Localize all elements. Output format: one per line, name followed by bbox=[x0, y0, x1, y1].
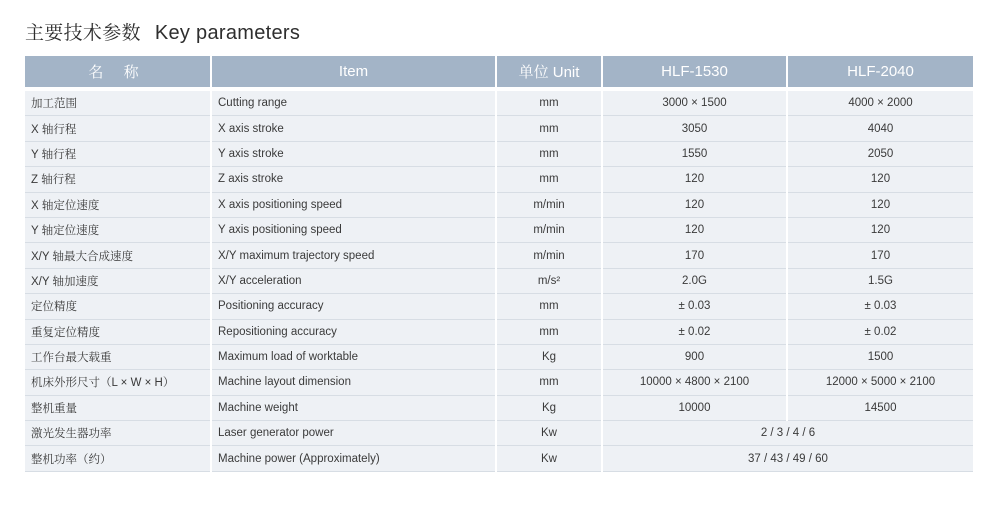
param-unit: mm bbox=[496, 370, 602, 395]
title-en: Key parameters bbox=[154, 22, 301, 44]
table-row bbox=[25, 167, 973, 192]
param-name-en: Y axis positioning speed bbox=[211, 217, 496, 242]
table-row bbox=[25, 116, 973, 141]
param-value-hlf-1530: 120 bbox=[602, 192, 787, 217]
param-unit: m/s² bbox=[496, 268, 602, 293]
param-value-hlf-2040: 4040 bbox=[787, 116, 973, 141]
param-name-en: Z axis stroke bbox=[211, 167, 496, 192]
param-name-cn: 激光发生器功率 bbox=[25, 421, 211, 446]
param-name-en: X axis positioning speed bbox=[211, 192, 496, 217]
table-row bbox=[25, 370, 973, 395]
param-unit: mm bbox=[496, 294, 602, 319]
param-name-cn: 整机功率（约） bbox=[25, 446, 211, 471]
table-row bbox=[25, 243, 973, 268]
header-name: 名 称 bbox=[25, 56, 211, 89]
param-unit: Kg bbox=[496, 395, 602, 420]
param-name-en: X/Y maximum trajectory speed bbox=[211, 243, 496, 268]
param-name-en: Machine layout dimension bbox=[211, 370, 496, 395]
param-name-cn: X/Y 轴加速度 bbox=[25, 268, 211, 293]
param-value-hlf-2040: 2050 bbox=[787, 141, 973, 166]
param-unit: m/min bbox=[496, 217, 602, 242]
table-row bbox=[25, 344, 973, 369]
param-name-en: Cutting range bbox=[211, 89, 496, 116]
param-name-cn: X/Y 轴最大合成速度 bbox=[25, 243, 211, 268]
param-name-en: Machine weight bbox=[211, 395, 496, 420]
param-name-en: Laser generator power bbox=[211, 421, 496, 446]
param-value-hlf-1530: 10000 × 4800 × 2100 bbox=[602, 370, 787, 395]
param-value-hlf-2040: ± 0.02 bbox=[787, 319, 973, 344]
param-value-hlf-2040: 1500 bbox=[787, 344, 973, 369]
table-row bbox=[25, 141, 973, 166]
param-unit: mm bbox=[496, 89, 602, 116]
param-value-hlf-1530: 170 bbox=[602, 243, 787, 268]
param-value-hlf-2040: 170 bbox=[787, 243, 973, 268]
param-name-en: X/Y acceleration bbox=[211, 268, 496, 293]
param-name-cn: 整机重量 bbox=[25, 395, 211, 420]
param-name-cn: Y 轴行程 bbox=[25, 141, 211, 166]
title-cn: 主要技术参数 bbox=[25, 22, 141, 44]
param-unit: m/min bbox=[496, 243, 602, 268]
param-name-cn: Z 轴行程 bbox=[25, 167, 211, 192]
header-item: Item bbox=[211, 56, 496, 89]
param-name-cn: 机床外形尺寸（L × W × H） bbox=[25, 370, 211, 395]
page-title bbox=[25, 18, 300, 45]
param-value-hlf-2040: 12000 × 5000 × 2100 bbox=[787, 370, 973, 395]
table-row bbox=[25, 217, 973, 242]
header-model-a: HLF-1530 bbox=[602, 56, 787, 89]
param-name-en: X axis stroke bbox=[211, 116, 496, 141]
param-value-hlf-1530: 120 bbox=[602, 167, 787, 192]
table-row bbox=[25, 421, 973, 446]
param-name-cn: 定位精度 bbox=[25, 294, 211, 319]
table-row bbox=[25, 395, 973, 420]
param-unit: mm bbox=[496, 319, 602, 344]
table-row bbox=[25, 268, 973, 293]
param-unit: mm bbox=[496, 141, 602, 166]
param-name-cn: 工作台最大载重 bbox=[25, 344, 211, 369]
param-name-en: Repositioning accuracy bbox=[211, 319, 496, 344]
table-header-row bbox=[25, 56, 973, 89]
param-name-en: Machine power (Approximately) bbox=[211, 446, 496, 471]
table-row bbox=[25, 89, 973, 116]
table-row bbox=[25, 192, 973, 217]
param-name-cn: X 轴行程 bbox=[25, 116, 211, 141]
param-name-en: Y axis stroke bbox=[211, 141, 496, 166]
param-unit: m/min bbox=[496, 192, 602, 217]
table-row bbox=[25, 446, 973, 471]
param-value-hlf-2040: 4000 × 2000 bbox=[787, 89, 973, 116]
table-body bbox=[25, 89, 973, 471]
table-row bbox=[25, 319, 973, 344]
param-name-cn: 重复定位精度 bbox=[25, 319, 211, 344]
param-value-shared: 2 / 3 / 4 / 6 bbox=[602, 421, 973, 446]
param-unit: Kw bbox=[496, 421, 602, 446]
param-value-hlf-2040: 120 bbox=[787, 167, 973, 192]
table-row bbox=[25, 294, 973, 319]
parameters-table bbox=[25, 56, 973, 472]
param-value-hlf-1530: 2.0G bbox=[602, 268, 787, 293]
param-value-hlf-1530: 3000 × 1500 bbox=[602, 89, 787, 116]
header-unit: 单位 Unit bbox=[496, 56, 602, 89]
param-value-hlf-1530: ± 0.02 bbox=[602, 319, 787, 344]
param-value-hlf-2040: ± 0.03 bbox=[787, 294, 973, 319]
header-model-b: HLF-2040 bbox=[787, 56, 973, 89]
param-unit: Kw bbox=[496, 446, 602, 471]
param-unit: Kg bbox=[496, 344, 602, 369]
param-value-shared: 37 / 43 / 49 / 60 bbox=[602, 446, 973, 471]
param-value-hlf-1530: 3050 bbox=[602, 116, 787, 141]
param-value-hlf-2040: 120 bbox=[787, 192, 973, 217]
param-name-en: Maximum load of worktable bbox=[211, 344, 496, 369]
param-value-hlf-2040: 1.5G bbox=[787, 268, 973, 293]
param-name-cn: Y 轴定位速度 bbox=[25, 217, 211, 242]
param-name-en: Positioning accuracy bbox=[211, 294, 496, 319]
param-unit: mm bbox=[496, 167, 602, 192]
param-value-hlf-1530: 120 bbox=[602, 217, 787, 242]
param-value-hlf-1530: 1550 bbox=[602, 141, 787, 166]
param-name-cn: X 轴定位速度 bbox=[25, 192, 211, 217]
param-value-hlf-1530: ± 0.03 bbox=[602, 294, 787, 319]
param-value-hlf-2040: 14500 bbox=[787, 395, 973, 420]
param-value-hlf-1530: 900 bbox=[602, 344, 787, 369]
param-value-hlf-1530: 10000 bbox=[602, 395, 787, 420]
param-name-cn: 加工范围 bbox=[25, 89, 211, 116]
param-unit: mm bbox=[496, 116, 602, 141]
param-value-hlf-2040: 120 bbox=[787, 217, 973, 242]
